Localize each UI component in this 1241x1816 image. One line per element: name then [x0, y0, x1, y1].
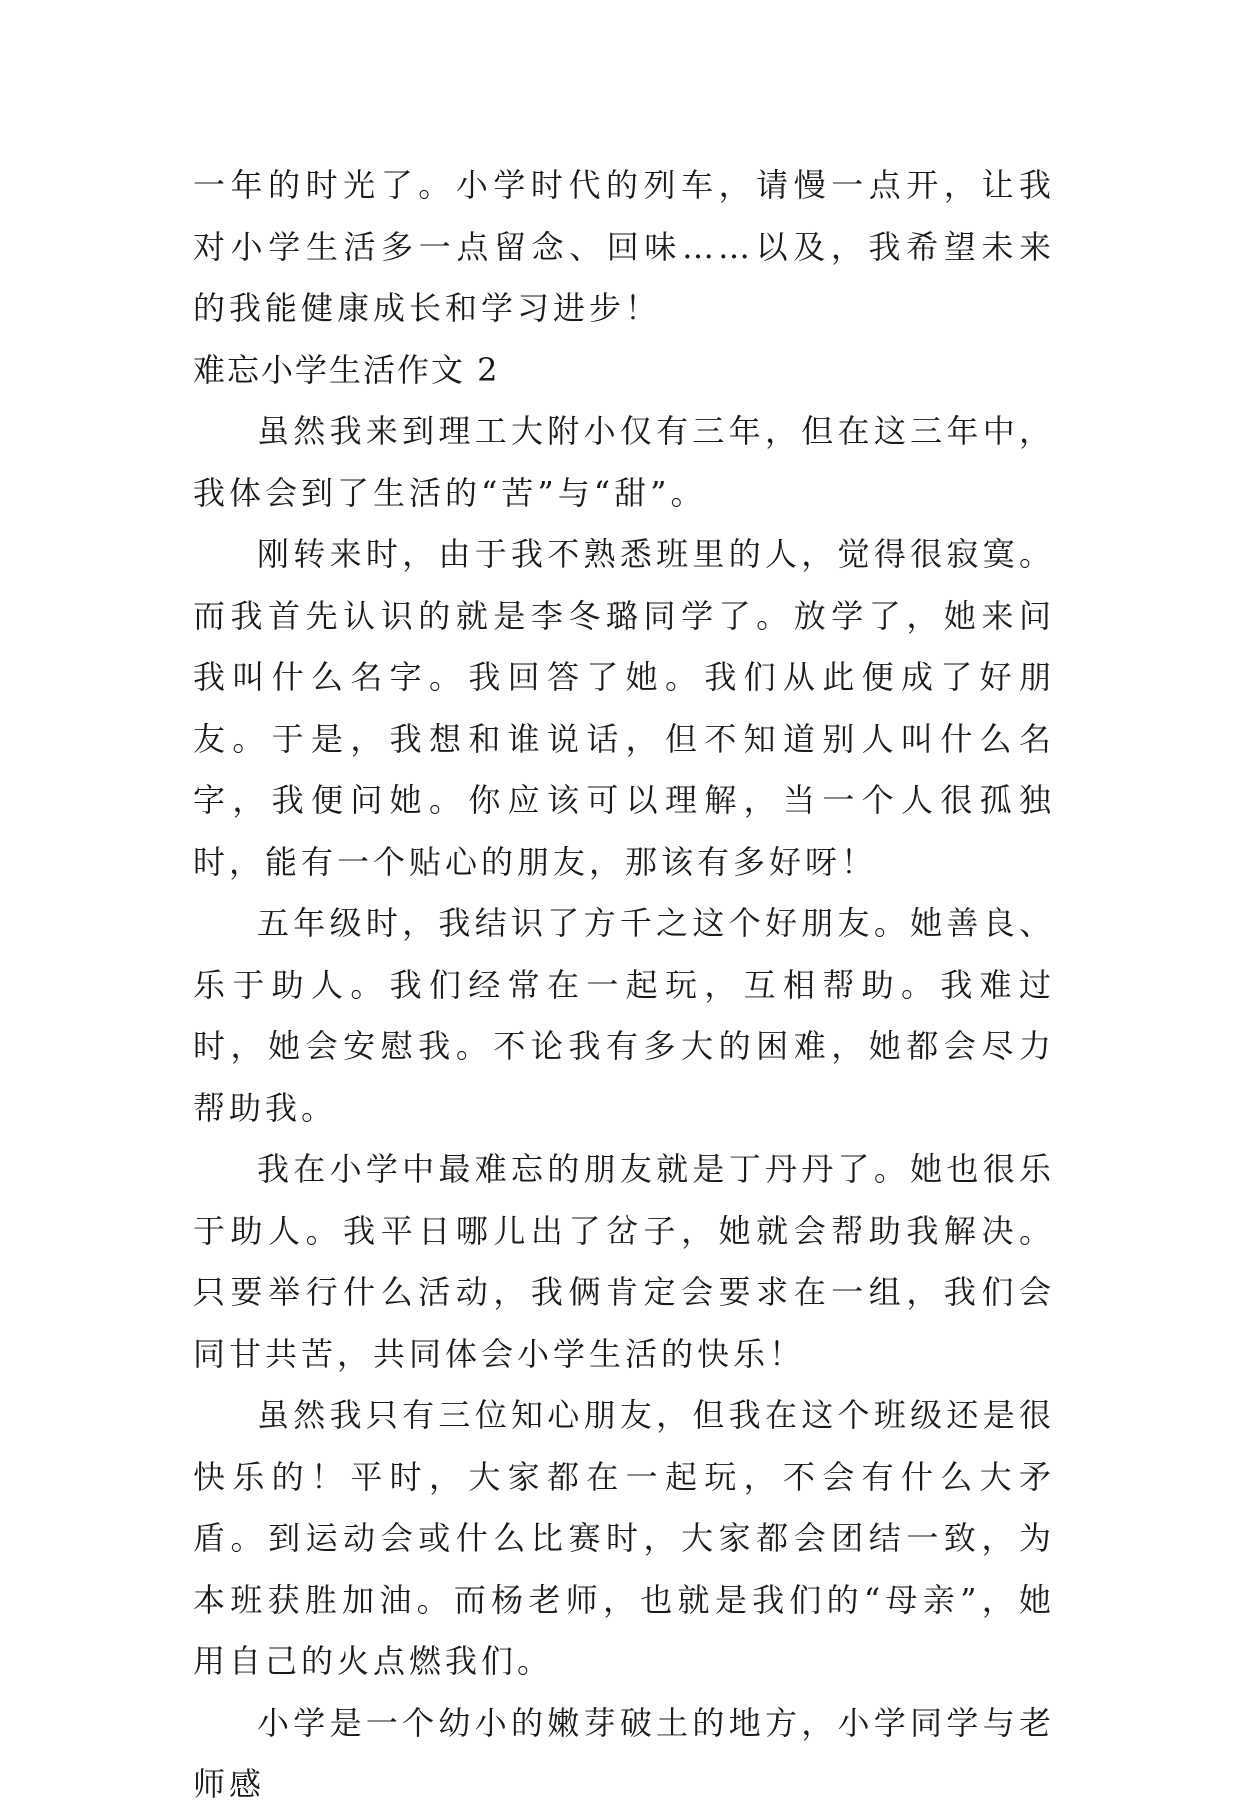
body-paragraph-4: 我在小学中最难忘的朋友就是丁丹丹了。她也很乐于助人。我平日哪儿出了岔子，她就会帮助我解决。只要举行什么活动，我俩肯定会要求在一组，我们会同甘共苦，共同体会小学生活的快乐！ — [193, 1150, 1055, 1373]
essay-heading: 难忘小学生活作文 2 — [193, 350, 500, 389]
document-body — [193, 155, 1055, 1816]
body-paragraph-6: 小学是一个幼小的嫩芽破土的地方，小学同学与老师感 — [193, 1703, 1055, 1803]
body-paragraph-3: 五年级时，我结识了方千之这个好朋友。她善良、乐于助人。我们经常在一起玩，互相帮助。我难过时，她会安慰我。不论我有多大的困难，她都会尽力帮助我。 — [193, 904, 1055, 1127]
body-paragraph-2: 刚转来时，由于我不熟悉班里的人，觉得很寂寞。而我首先认识的就是李冬璐同学了。放学了，她来问我叫什么名字。我回答了她。我们从此便成了好朋友。于是，我想和谁说话，但不知道别人叫什么名字，我便问她。你应该可以理解，当一个人很孤独时，能有一个贴心的朋友，那该有多好呀！ — [193, 535, 1055, 881]
body-paragraph-5: 虽然我只有三位知心朋友，但我在这个班级还是很快乐的！平时，大家都在一起玩，不会有什么大矛盾。到运动会或什么比赛时，大家都会团结一致，为本班获胜加油。而杨老师，也就是我们的“母亲”，她用自己的火点燃我们。 — [193, 1396, 1055, 1680]
continuation-paragraph: 一年的时光了。小学时代的列车，请慢一点开，让我对小学生活多一点留念、回味……以及，我希望未来的我能健康成长和学习进步！ — [193, 166, 1055, 327]
body-paragraph-1: 虽然我来到理工大附小仅有三年，但在这三年中，我体会到了生活的“苦”与“甜”。 — [193, 412, 1055, 512]
